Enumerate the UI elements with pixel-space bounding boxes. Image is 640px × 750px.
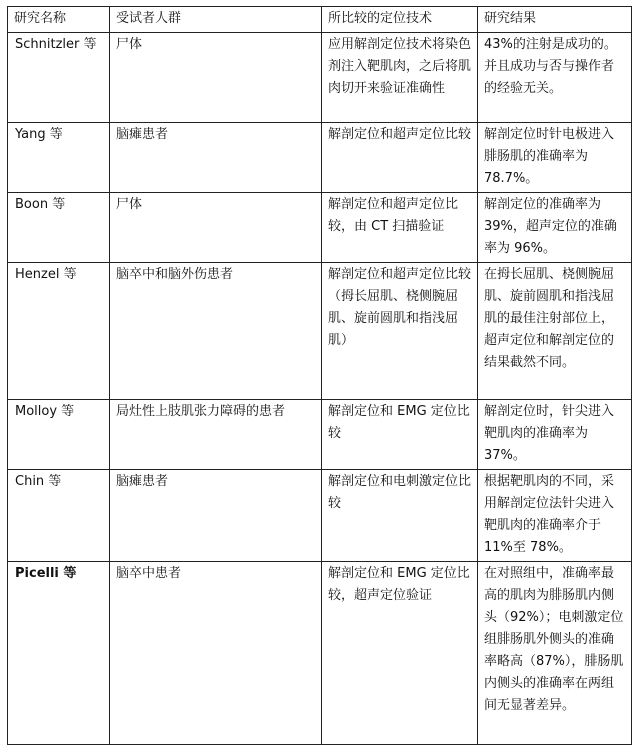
- study-subjects: 脑瘫患者: [110, 123, 322, 193]
- table-row: [8, 470, 632, 562]
- table-row: [8, 193, 632, 263]
- study-subjects: 脑卒中患者: [110, 562, 322, 745]
- study-subjects: 脑瘫患者: [110, 470, 322, 562]
- study-name: Schnitzler 等: [8, 33, 110, 123]
- study-name: Chin 等: [8, 470, 110, 562]
- table-row: [8, 263, 632, 400]
- table-row: [8, 400, 632, 470]
- study-technique: 解剖定位和 EMG 定位比较，超声定位验证: [322, 562, 478, 745]
- study-technique: 解剖定位和超声定位比较，由 CT 扫描验证: [322, 193, 478, 263]
- study-technique: 解剖定位和电刺激定位比较: [322, 470, 478, 562]
- study-name: Yang 等: [8, 123, 110, 193]
- study-result: 根据靶肌肉的不同，采用解剖定位法针尖进入靶肌肉的准确率介于 11%至 78%。: [478, 470, 632, 562]
- study-subjects: 脑卒中和脑外伤患者: [110, 263, 322, 400]
- study-result: 解剖定位时，针尖进入靶肌肉的准确率为37%。: [478, 400, 632, 470]
- header-technique: 所比较的定位技术: [322, 7, 478, 33]
- study-subjects: 尸体: [110, 193, 322, 263]
- study-subjects: 尸体: [110, 33, 322, 123]
- header-result: 研究结果: [478, 7, 632, 33]
- study-subjects: 局灶性上肢肌张力障碍的患者: [110, 400, 322, 470]
- study-name: Molloy 等: [8, 400, 110, 470]
- study-technique: 解剖定位和 EMG 定位比较: [322, 400, 478, 470]
- study-technique: 应用解剖定位技术将染色剂注入靶肌肉，之后将肌肉切开来验证准确性: [322, 33, 478, 123]
- study-technique: 解剖定位和超声定位比较: [322, 123, 478, 193]
- study-technique: 解剖定位和超声定位比较（拇长屈肌、桡侧腕屈肌、旋前圆肌和指浅屈肌）: [322, 263, 478, 400]
- study-comparison-table: [7, 6, 632, 745]
- table-row: [8, 562, 632, 745]
- header-row: [8, 7, 632, 33]
- table-row: [8, 123, 632, 193]
- study-result: 在拇长屈肌、桡侧腕屈肌、旋前圆肌和指浅屈肌的最佳注射部位上，超声定位和解剖定位的结果截然不同。: [478, 263, 632, 400]
- study-result: 43%的注射是成功的。并且成功与否与操作者的经验无关。: [478, 33, 632, 123]
- study-result: 解剖定位的准确率为39%，超声定位的准确率为 96%。: [478, 193, 632, 263]
- header-study-name: 研究名称: [8, 7, 110, 33]
- table-row: [8, 33, 632, 123]
- study-name: Picelli 等: [8, 562, 110, 745]
- header-subjects: 受试者人群: [110, 7, 322, 33]
- study-name: Henzel 等: [8, 263, 110, 400]
- study-result: 解剖定位时针电极进入腓肠肌的准确率为78.7%。: [478, 123, 632, 193]
- study-result: 在对照组中，准确率最高的肌肉为腓肠肌内侧头（92%）；电刺激定位组腓肠肌外侧头的准确率略高（87%），腓肠肌内侧头的准确率在两组间无显著差异。: [478, 562, 632, 745]
- study-name: Boon 等: [8, 193, 110, 263]
